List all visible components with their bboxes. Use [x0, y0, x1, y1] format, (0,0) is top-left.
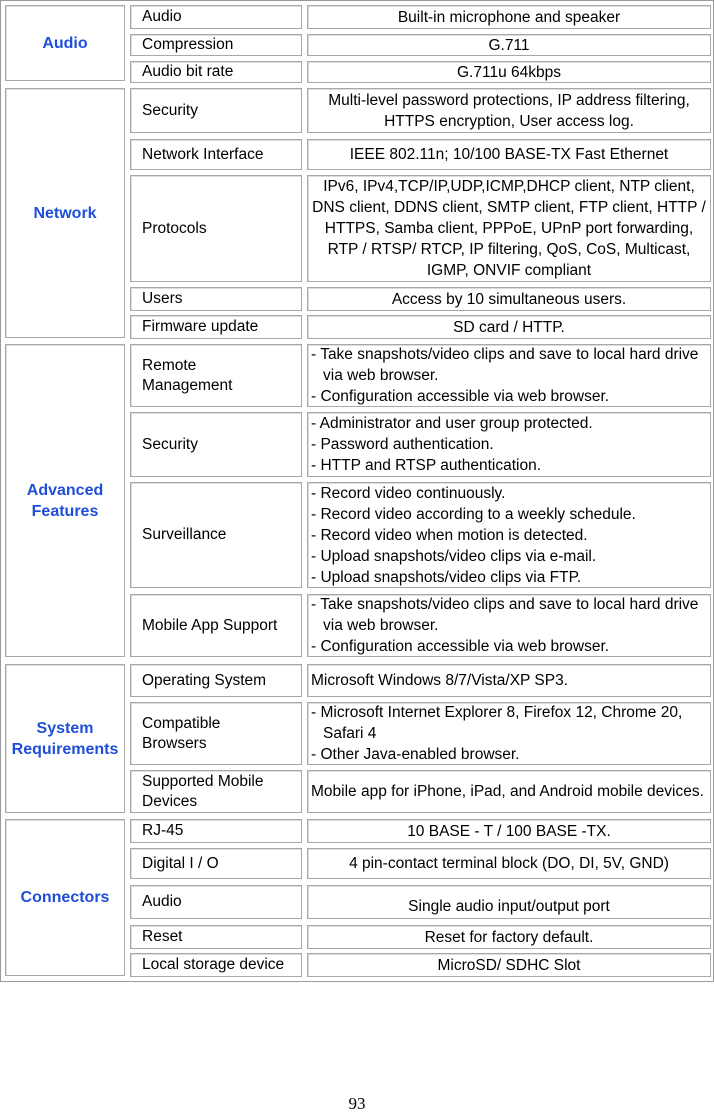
category-audio: [5, 5, 125, 81]
list-item: - Configuration accessible via web browser.: [311, 388, 610, 405]
list-item: - Upload snapshots/video clips via FTP.: [311, 568, 582, 586]
value-reset: Reset for factory default.: [307, 925, 711, 949]
value-rj45: 10 BASE - T / 100 BASE -TX.: [307, 819, 711, 843]
label-compatible-browsers-line-2: Browsers: [142, 734, 207, 752]
value-mobile-app-support: [307, 594, 711, 657]
category-connectors-label: Connectors: [20, 889, 110, 906]
list-item: - Record video when motion is detected.: [311, 526, 588, 544]
label-compression: Compression: [130, 34, 302, 56]
list-item: - HTTP and RTSP authentication.: [311, 457, 542, 474]
label-remote-management-line-2: Management: [142, 376, 233, 394]
category-advanced-line-2: Features: [31, 502, 99, 520]
list-item: - Upload snapshots/video clips via e-mail.: [311, 547, 597, 565]
category-network: [5, 88, 125, 338]
list-item: - Record video continuously.: [311, 484, 506, 502]
category-system-line-2: Requirements: [11, 740, 119, 758]
value-local-storage-device: MicroSD/ SDHC Slot: [307, 953, 711, 977]
label-surveillance: Surveillance: [130, 482, 302, 588]
value-advanced-security: [307, 412, 711, 477]
value-connector-audio: Single audio input/output port: [307, 885, 711, 919]
label-connector-audio: Audio: [130, 885, 302, 919]
category-advanced-line-1: Advanced: [26, 481, 104, 499]
list-item: - Take snapshots/video clips and save to local hard drive via web browser.: [311, 346, 699, 384]
category-network-label: Network: [33, 204, 97, 222]
label-supported-mobile-devices-line-2: Devices: [142, 792, 198, 810]
value-surveillance: [307, 482, 711, 588]
value-network-interface: IEEE 802.11n; 10/100 BASE-TX Fast Ethernet: [307, 139, 711, 170]
list-item: - Other Java-enabled browser.: [311, 746, 520, 763]
value-compression: G.711: [307, 34, 711, 56]
value-compatible-browsers: [307, 702, 711, 765]
label-rj45: RJ-45: [130, 819, 302, 843]
list-item: - Take snapshots/video clips and save to local hard drive via web browser.: [311, 596, 699, 634]
list-item: - Administrator and user group protected.: [311, 415, 593, 432]
label-remote-management: [130, 344, 302, 407]
list-item: - Record video according to a weekly schedule.: [311, 505, 636, 523]
label-compatible-browsers: [130, 702, 302, 765]
label-advanced-security: Security: [130, 412, 302, 477]
value-audio-bitrate: G.711u 64kbps: [307, 61, 711, 83]
value-firmware-update: SD card / HTTP.: [307, 315, 711, 339]
value-supported-mobile-devices: Mobile app for iPhone, iPad, and Android mobile devices.: [307, 770, 711, 813]
category-audio-label: Audio: [42, 34, 88, 52]
label-operating-system: Operating System: [130, 664, 302, 697]
list-item: - Password authentication.: [311, 436, 494, 453]
list-item: - Configuration accessible via web browser.: [311, 638, 610, 655]
value-protocols: IPv6, IPv4,TCP/IP,UDP,ICMP,DHCP client, NTP client, DNS client, DDNS client, SMTP client, FTP client, HTTP / HTTPS, Samba client, PPPoE, UPnP port forwarding, RTP / RTSP/ RTCP, IP filtering, QoS, CoS, Multicast, IGMP, ONVIF compliant: [307, 175, 711, 282]
label-local-storage-device: Local storage device: [130, 953, 302, 977]
category-system-line-1: System: [36, 719, 94, 737]
label-supported-mobile-devices-line-1: Supported Mobile: [142, 772, 264, 790]
value-digital-io: 4 pin-contact terminal block (DO, DI, 5V, GND): [307, 848, 711, 879]
page-number: 93: [348, 1094, 366, 1113]
label-reset: Reset: [130, 925, 302, 949]
value-network-security: Multi-level password protections, IP address filtering, HTTPS encryption, User access log.: [307, 88, 711, 133]
label-network-security: Security: [130, 88, 302, 133]
category-advanced-features: [5, 344, 125, 657]
category-connectors: [5, 819, 125, 976]
value-operating-system: Microsoft Windows 8/7/Vista/XP SP3.: [307, 664, 711, 697]
label-remote-management-line-1: Remote: [142, 356, 197, 374]
label-firmware-update: Firmware update: [130, 315, 302, 339]
value-users: Access by 10 simultaneous users.: [307, 287, 711, 311]
label-audio-bitrate: Audio bit rate: [130, 61, 302, 83]
value-audio: Built-in microphone and speaker: [307, 5, 711, 29]
label-protocols: Protocols: [130, 175, 302, 282]
category-system-requirements: [5, 664, 125, 813]
label-audio: Audio: [130, 5, 302, 29]
label-mobile-app-support: Mobile App Support: [130, 594, 302, 657]
value-remote-management: [307, 344, 711, 407]
label-users: Users: [130, 287, 302, 311]
list-item: - Microsoft Internet Explorer 8, Firefox 12, Chrome 20, Safari 4: [311, 704, 683, 742]
label-digital-io: Digital I / O: [130, 848, 302, 879]
label-supported-mobile-devices: [130, 770, 302, 813]
label-network-interface: Network Interface: [130, 139, 302, 170]
label-compatible-browsers-line-1: Compatible: [142, 714, 221, 732]
